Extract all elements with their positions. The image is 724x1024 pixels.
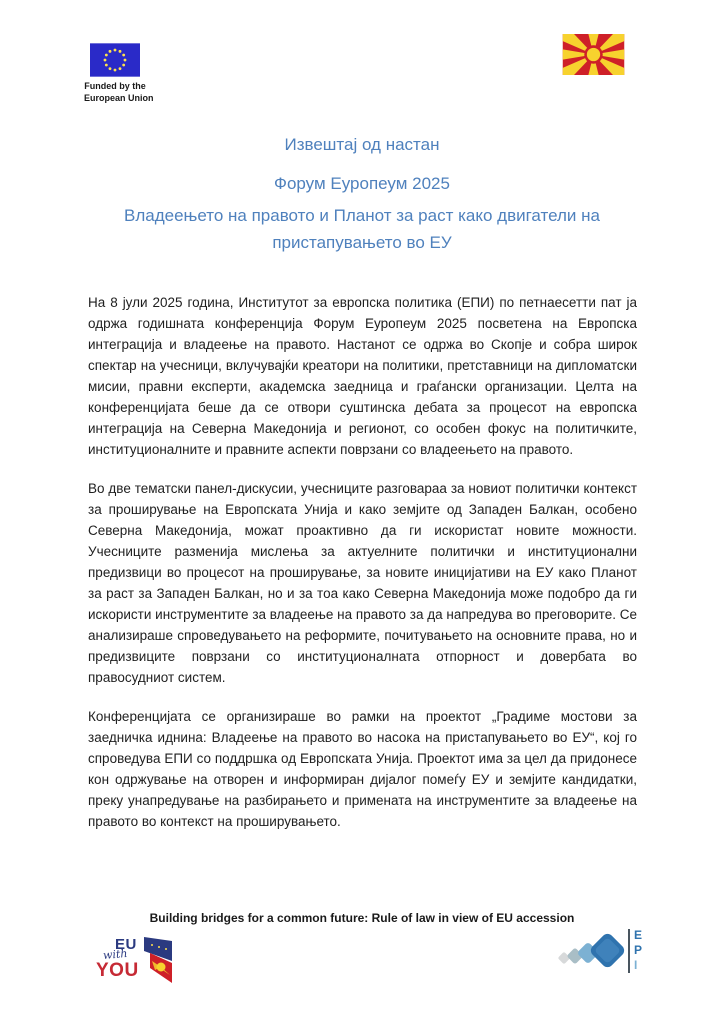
- eu-with-you-logo: [96, 936, 186, 992]
- eu-with-you-eu-text: EU: [115, 936, 137, 953]
- epi-letter-e: E: [634, 928, 643, 942]
- epi-divider-bar: [628, 929, 630, 973]
- paragraph-2: Во две тематски панел-дискусии, учесниците разговараа за новиот политички контекст за проширување на Европската Унија и како земјите од Западен Балкан, особено Северна Македонија, можат проактивно да ги искористат новите можности. Учесниците разменија мислења за актуелните политички и институционални предизвици во процесот на проширување, за новите иницијативи на ЕУ како Планот за раст за Западен Балкан, но и за тоа како Северна Македонија може подобро да ги искористи инструментите за владеење на правото за да напредува во преговорите. Се анализираше спроведувањето на реформите, почитувањето на основните права, но и предизвиците поврзани со институционалната отпорност и довербата во правосудниот систем.: [88, 481, 637, 685]
- eu-with-you-ribbon-icon: [142, 937, 174, 987]
- mk-flag-icon: [560, 34, 627, 80]
- report-body: [88, 292, 637, 850]
- footer-tagline: Building bridges for a common future: Rule of law in view of EU accession: [149, 911, 575, 925]
- paragraph-3: Конференцијата се организираше во рамки на проектот „Градиме мостови за заедничка иднина: Владеење на правото во насока на пристапувањето во ЕУ“, кој го спроведува ЕПИ со поддршка од Европската Унија. Проектот има за цел да придонесе кон одржување на отворен и информиран дијалог помеѓу ЕУ и земјите кандидатки, преку унапредување на разбирањето и примената на инструментите за владеење на правото во контекст на проширувањето.: [88, 709, 637, 829]
- eu-with-you-you-text: YOU: [96, 960, 139, 981]
- event-subtitle: Владеењето на правото и Планот за раст како двигатели на пристапувањето во ЕУ: [124, 206, 600, 252]
- eu-flag-icon: [90, 43, 140, 77]
- eu-funding-logo: [84, 43, 154, 104]
- eu-with-you-with-text: with: [102, 946, 128, 963]
- page-title: Извештај од настан: [284, 135, 440, 154]
- epi-diamonds-icon: [556, 926, 626, 980]
- paragraph-1: На 8 јули 2025 година, Институтот за европска политика (ЕПИ) по петнаесетти пат ја одржа годишната конференција Форум Еуропеум 2025 посветена на Европска интеграција и владеење на правото. Настанот се одржа во Скопје и собра широк спектар на учесници, вклучувајќи креатори на политики, претставници на дипломатски мисии, правни експерти, академска заедница и граѓански организации. Целта на конференцијата беше да се отвори суштинска дебата за процесот на европска интеграција на Северна Македонија и регионот, со особен фокус на политичките, институционалните и правните аспекти поврзани со владеењето на правото.: [88, 295, 637, 457]
- eu-funding-caption-line2: European Union: [84, 93, 154, 103]
- epi-letters: [634, 928, 642, 973]
- event-title: Форум Еуропеум 2025: [274, 174, 450, 193]
- eu-funding-caption-line1: Funded by the: [84, 81, 146, 91]
- epi-letter-i: I: [634, 958, 638, 972]
- epi-letter-p: P: [634, 943, 643, 957]
- epi-logo: [556, 926, 652, 980]
